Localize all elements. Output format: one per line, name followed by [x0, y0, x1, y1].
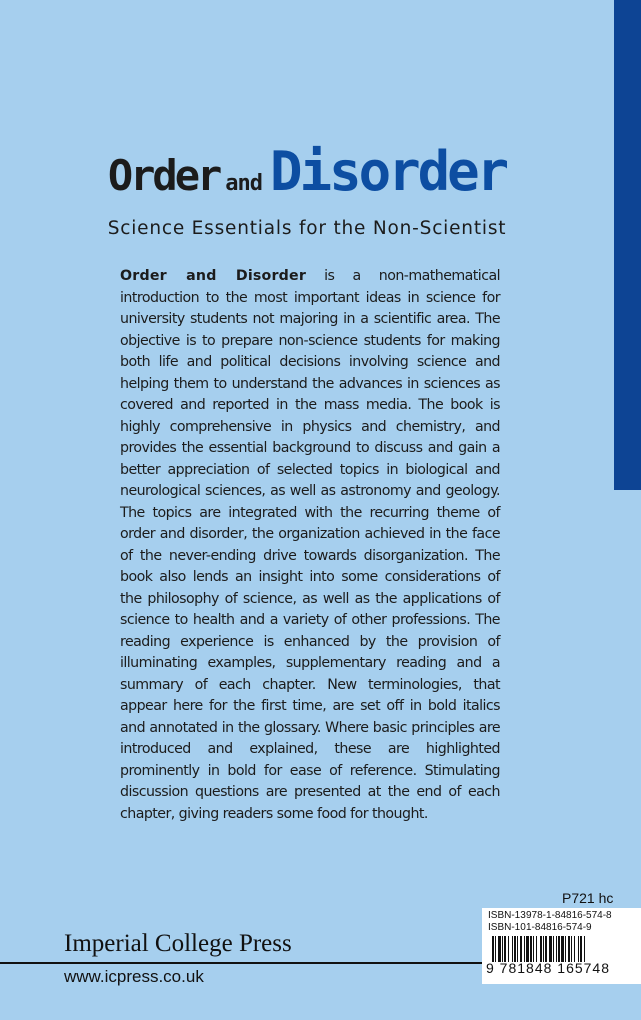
barcode-bar: [580, 936, 582, 962]
barcode-bar: [553, 936, 554, 962]
barcode-bar: [556, 936, 557, 962]
barcode-bar: [584, 936, 585, 962]
book-title: [0, 140, 614, 203]
barcode-bar: [530, 936, 532, 962]
isbn13-value: 978-1-84816-574-8: [526, 910, 612, 921]
blurb-bold-title: Order and Disorder: [120, 268, 307, 284]
barcode-bar: [502, 936, 503, 962]
barcode-bar: [558, 936, 560, 962]
title-word-order: Order: [107, 151, 220, 200]
barcode-bar: [520, 936, 522, 962]
barcode-bar: [517, 936, 518, 962]
barcode-bar: [492, 936, 494, 962]
barcode-bar: [545, 936, 547, 962]
barcode-digits: 9 781848 165748: [486, 960, 610, 976]
publisher-url: www.icpress.co.uk: [64, 967, 204, 986]
barcode-graphic: [486, 936, 637, 962]
title-word-disorder: Disorder: [270, 140, 507, 203]
barcode-bar: [498, 936, 501, 962]
isbn13-line: [488, 910, 612, 921]
barcode-bar: [543, 936, 544, 962]
barcode-bar: [504, 936, 506, 962]
title-word-and: and: [225, 171, 263, 196]
blurb-text: is a non-mathematical introduction to the most important ideas in science for university students not majoring in a scientific area. The objective is to prepare non-science students for making both life and political decisions involving science and helping them to understand the advances in sciences as covered and reported in the mass media. The book is highly comprehensive in physics and chemistry, and provides the essential background to discuss and gain a better appreciation of selected topics in biological and neurological sciences, as well as astronomy and geology. The topics are integrated with the recurring theme of order and disorder, the organization achieved in the face of the never-ending drive towards disorganization. The book also lends an insight into some considerations of the philosophy of science, as well as the applications of science to health and a variety of other professions. The reading experience is enhanced by the provision of illuminating examples, supplementary reading and a summary of each chapter. New terminologies, that appear here for the first time, are set off in bold italics and annotated in the glossary. Where basic principles are introduced and explained, these are highlighted prominently in bold for ease of reference. Stimulating discussion questions are presented at the end of each chapter, giving readers some food for thought.: [120, 268, 500, 822]
book-subtitle: Science Essentials for the Non-Scientist: [107, 218, 507, 239]
isbn10-value: 1-84816-574-9: [526, 922, 592, 933]
price-code: P721 hc: [562, 890, 614, 906]
barcode-bar: [526, 936, 529, 962]
barcode-bar: [514, 936, 516, 962]
isbn10-label: ISBN-10: [488, 922, 526, 933]
barcode-bar: [568, 936, 570, 962]
barcode-bar: [578, 936, 579, 962]
publisher-name: Imperial College Press: [64, 930, 292, 957]
barcode-bar: [524, 936, 525, 962]
divider-rule: [0, 962, 482, 964]
isbn10-line: [488, 922, 592, 933]
barcode-bar: [540, 936, 542, 962]
barcode-bar: [536, 936, 537, 962]
barcode-bar: [549, 936, 552, 962]
spine-color-bar: [614, 0, 641, 490]
barcode-bar: [508, 936, 509, 962]
isbn13-label: ISBN-13: [488, 910, 526, 921]
barcode-bar: [561, 936, 564, 962]
barcode-bar: [565, 936, 566, 962]
barcode-bar: [533, 936, 534, 962]
barcode-bar: [574, 936, 575, 962]
barcode-bar: [571, 936, 572, 962]
barcode-bar: [512, 936, 513, 962]
barcode-bar: [495, 936, 496, 962]
blurb-paragraph: [120, 266, 500, 825]
